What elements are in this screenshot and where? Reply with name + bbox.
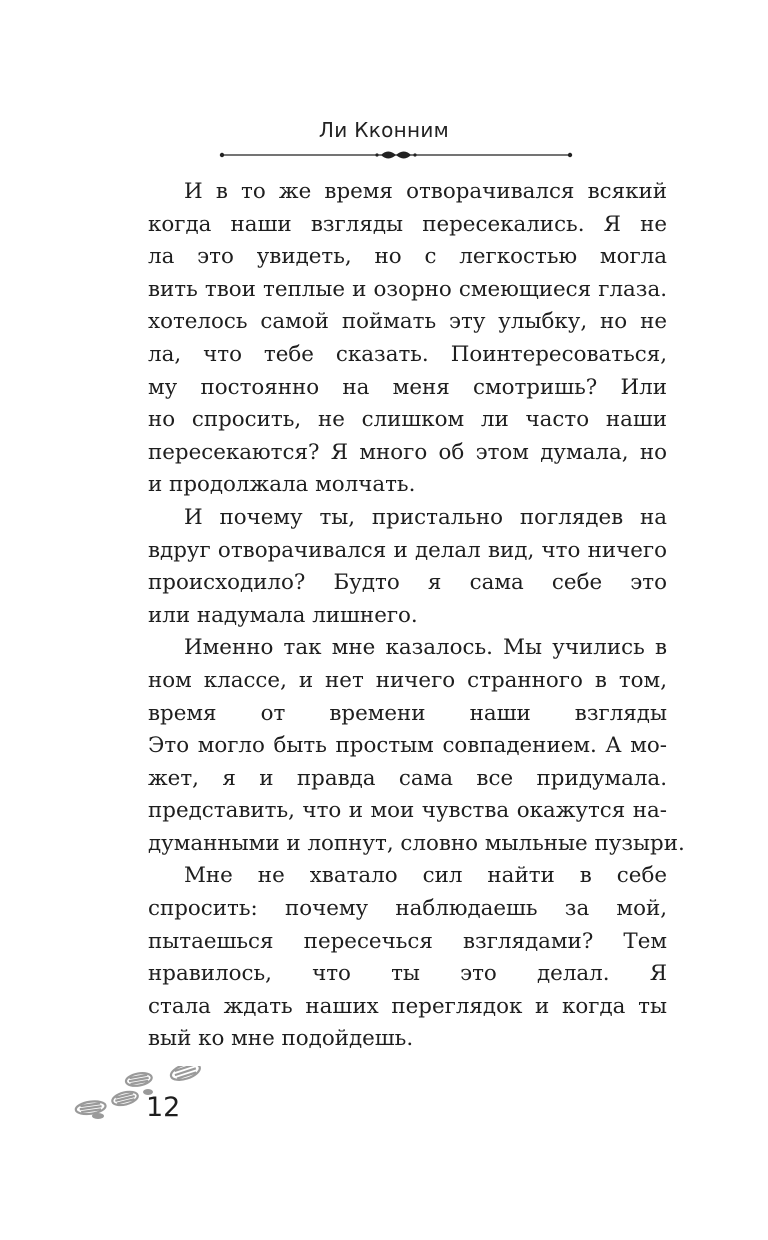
- text-line: И почему ты, пристально поглядев на: [184, 504, 667, 530]
- running-head-author: Ли Кконним: [318, 118, 450, 142]
- text-line: ла это увидеть, но с легкостью могла: [148, 244, 667, 270]
- text-line: ла, что тебе сказать. Поинтересоваться,: [148, 341, 667, 367]
- text-line: И в то же время отворачивался всякий: [184, 179, 667, 204]
- paragraph: [148, 860, 667, 1056]
- page-number: 12: [146, 1092, 181, 1123]
- body-text: [148, 176, 685, 1056]
- text-line: но спросить, не слишком ли часто наши: [148, 407, 667, 433]
- text-line: Именно так мне казалось. Мы учились в: [184, 635, 667, 661]
- text-line: время от времени наши взгляды: [148, 700, 667, 726]
- text-line: Мне не хватало сил найти в себе: [184, 863, 667, 889]
- text-line: вить твои теплые и озорно смеющиеся глаза.: [148, 276, 667, 302]
- paragraph: [148, 176, 667, 502]
- text-line: ном классе, и нет ничего странного в том,: [148, 667, 667, 693]
- paragraph: [148, 632, 685, 860]
- text-line: нравилось, что ты это делал. Я: [148, 961, 667, 987]
- ornamental-divider-icon: [218, 146, 574, 164]
- text-line: му постоянно на меня смотришь? Или: [148, 374, 667, 400]
- text-line: вый ко мне подойдешь.: [148, 1026, 414, 1052]
- text-line: жет, я и правда сама все придумала.: [148, 765, 667, 791]
- text-line: стала ждать наших переглядок и когда ты: [148, 993, 667, 1019]
- text-line: хотелось самой поймать эту улыбку, но не: [148, 309, 667, 335]
- paragraph: [148, 502, 667, 632]
- text-line: когда наши взгляды пересекались. Я не: [148, 211, 667, 237]
- text-line: и продолжала молчать.: [148, 472, 416, 498]
- text-line: пытаешься пересечься взглядами? Тем: [148, 928, 667, 954]
- text-line: представить, что и мои чувства окажутся на-: [148, 798, 667, 824]
- text-line: или надумала лишнего.: [148, 602, 418, 628]
- text-line: спросить: почему наблюдаешь за мой,: [148, 896, 667, 922]
- text-line: Это могло быть простым совпадением. А мо-: [148, 733, 667, 759]
- text-line: думанными и лопнут, словно мыльные пузыри.: [148, 830, 685, 856]
- text-line: пересекаются? Я много об этом думала, но: [148, 439, 667, 465]
- text-line: происходило? Будто я сама себе это: [148, 570, 667, 596]
- text-line: вдруг отворачивался и делал вид, что ничего: [148, 537, 667, 563]
- footprints-icon: [72, 1066, 208, 1122]
